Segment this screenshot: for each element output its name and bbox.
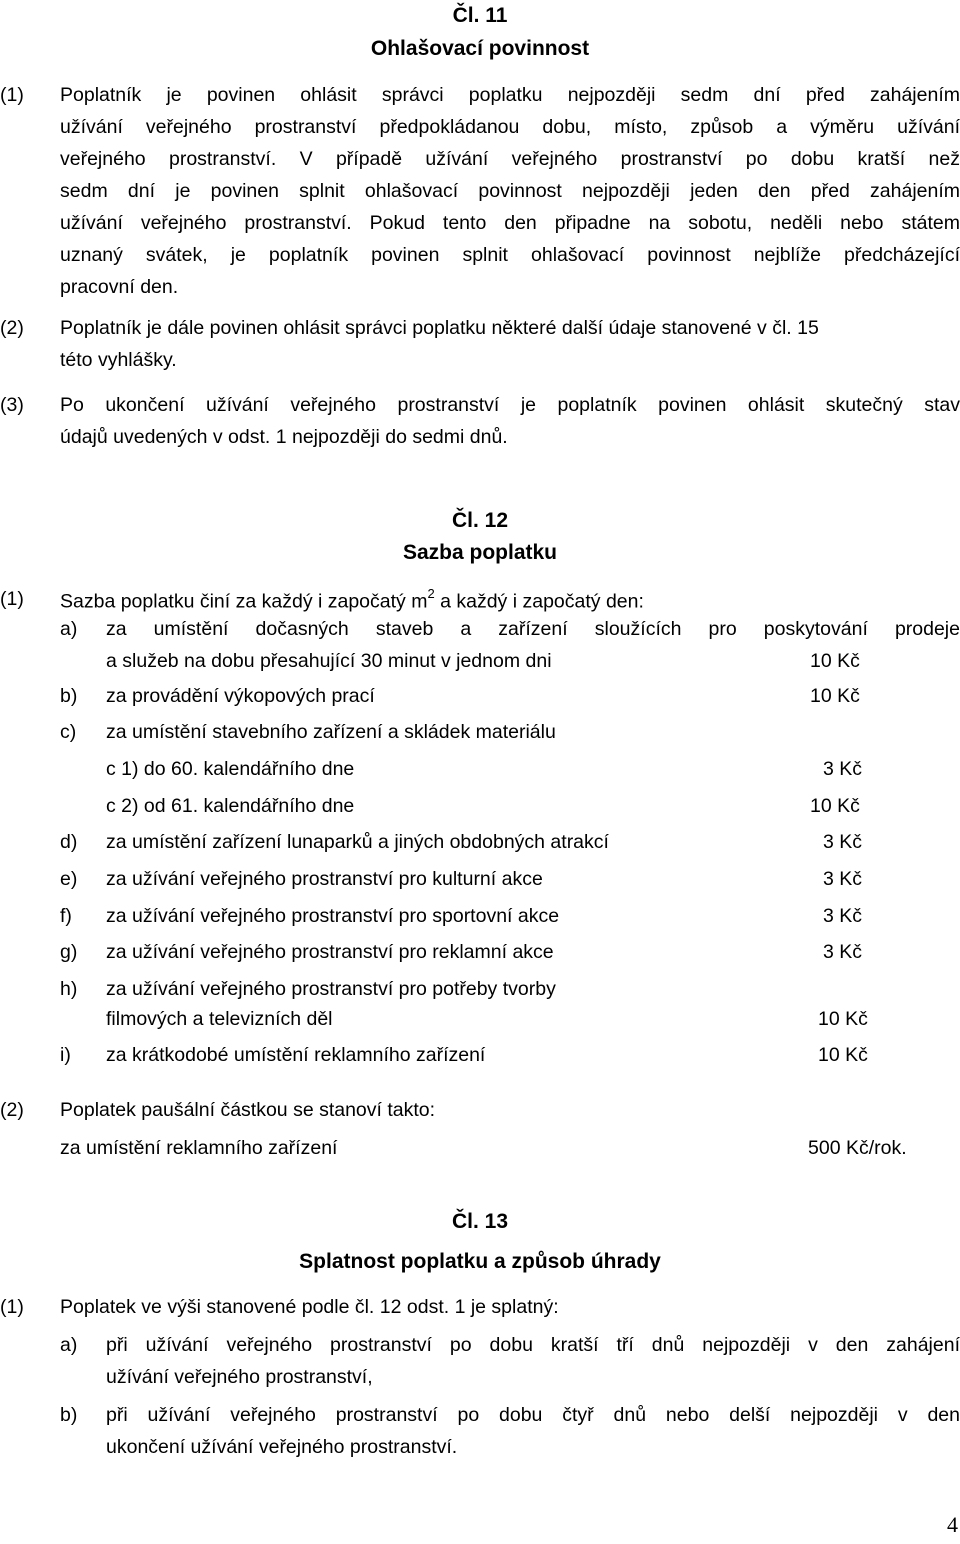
- item-letter: d): [60, 831, 78, 853]
- item-letter: a): [60, 1334, 78, 1356]
- paragraph-number: (2): [0, 317, 24, 339]
- paragraph-line: uznaný svátek, je poplatník povinen splnit ohlašovací povinnost nejblíže předcházející: [60, 244, 960, 266]
- item-text: za umístění reklamního zařízení: [60, 1137, 338, 1159]
- item-amount: 500 Kč/rok.: [808, 1137, 907, 1159]
- item-text: při užívání veřejného prostranství po dobu kratší tří dnů nejpozději v den zahájení: [106, 1334, 960, 1356]
- item-letter: b): [60, 1404, 78, 1426]
- item-letter: a): [60, 618, 78, 640]
- paragraph-line: této vyhlášky.: [60, 349, 177, 371]
- item-text: za umístění stavebního zařízení a skládek materiálu: [106, 721, 556, 743]
- item-letter: i): [60, 1044, 71, 1066]
- item-text: filmových a televizních děl: [106, 1008, 333, 1030]
- item-amount: 3 Kč: [823, 868, 863, 890]
- item-text: při užívání veřejného prostranství po dobu čtyř dnů nebo delší nejpozději v den: [106, 1404, 960, 1426]
- paragraph-line: Poplatek ve výši stanovené podle čl. 12 odst. 1 je splatný:: [60, 1296, 559, 1318]
- paragraph-line: Sazba poplatku činí za každý i započatý $m^2$ a každý i započatý den:: [60, 586, 644, 613]
- paragraph-line: pracovní den.: [60, 276, 179, 298]
- page-number: 4: [947, 1512, 958, 1537]
- item-amount: 10 Kč: [818, 1044, 868, 1066]
- item-text: užívání veřejného prostranství,: [106, 1366, 373, 1388]
- item-amount: 10 Kč: [810, 795, 860, 817]
- article-13-heading: Čl. 13: [451, 1210, 509, 1233]
- item-letter: g): [60, 941, 78, 963]
- item-amount: 3 Kč: [823, 941, 863, 963]
- paragraph-number: (3): [0, 394, 24, 416]
- paragraph-line: užívání veřejného prostranství předpokládanou dobu, místo, způsob a výměru užívání: [60, 116, 960, 138]
- item-letter: c): [60, 721, 77, 743]
- paragraph-line: údajů uvedených v odst. 1 nejpozději do sedmi dnů.: [60, 426, 508, 448]
- paragraph-line: veřejného prostranství. V případě užívání veřejného prostranství po dobu kratší než: [60, 148, 960, 170]
- subitem-text: c 1) do 60. kalendářního dne: [106, 758, 355, 780]
- superscript: 2: [427, 586, 435, 601]
- item-text: za užívání veřejného prostranství pro sportovní akce: [106, 905, 560, 927]
- paragraph-line: Poplatník je povinen ohlásit správci poplatku nejpozději sedm dní před zahájením: [60, 84, 960, 106]
- item-amount: 3 Kč: [823, 831, 863, 853]
- paragraph-line: sedm dní je povinen splnit ohlašovací povinnost nejpozději jeden den před zahájením: [60, 180, 960, 202]
- item-letter: e): [60, 868, 78, 890]
- article-11-title: Ohlašovací povinnost: [370, 37, 590, 60]
- paragraph-number: (2): [0, 1099, 24, 1121]
- item-text: za krátkodobé umístění reklamního zařízení: [106, 1044, 486, 1066]
- item-letter: h): [60, 978, 78, 1000]
- article-11-heading: Čl. 11: [452, 4, 508, 27]
- item-text: ukončení užívání veřejného prostranství.: [106, 1436, 458, 1458]
- item-text: za užívání veřejného prostranství pro kulturní akce: [106, 868, 543, 890]
- item-text: za umístění dočasných staveb a zařízení sloužících pro poskytování prodeje: [106, 618, 960, 640]
- item-amount: 3 Kč: [823, 758, 863, 780]
- item-amount: 10 Kč: [818, 1008, 868, 1030]
- article-12-title: Sazba poplatku: [402, 541, 558, 564]
- item-amount: 3 Kč: [823, 905, 863, 927]
- item-letter: f): [60, 905, 72, 927]
- item-text: za umístění zařízení lunaparků a jiných obdobných atrakcí: [106, 831, 609, 853]
- paragraph-number: (1): [0, 1296, 24, 1318]
- paragraph-line: Po ukončení užívání veřejného prostranství je poplatník povinen ohlásit skutečný stav: [60, 394, 960, 416]
- item-letter: b): [60, 685, 78, 707]
- item-text: za provádění výkopových prací: [106, 685, 375, 707]
- item-text: a služeb na dobu přesahující 30 minut v jednom dni: [106, 650, 552, 672]
- paragraph-line: užívání veřejného prostranství. Pokud tento den připadne na sobotu, neděli nebo státem: [60, 212, 960, 234]
- article-13-title: Splatnost poplatku a způsob úhrady: [299, 1250, 661, 1273]
- subitem-text: c 2) od 61. kalendářního dne: [106, 795, 355, 817]
- item-text: za užívání veřejného prostranství pro potřeby tvorby: [106, 978, 556, 1000]
- item-amount: 10 Kč: [810, 685, 860, 707]
- item-text: za užívání veřejného prostranství pro reklamní akce: [106, 941, 554, 963]
- paragraph-number: (1): [0, 588, 24, 610]
- paragraph-line: Poplatník je dále povinen ohlásit správci poplatku některé další údaje stanovené v čl. 15: [60, 317, 819, 339]
- paragraph-number: (1): [0, 84, 24, 106]
- item-amount: 10 Kč: [810, 650, 860, 672]
- paragraph-line: Poplatek paušální částkou se stanoví takto:: [60, 1099, 436, 1121]
- article-12-heading: Čl. 12: [451, 509, 509, 532]
